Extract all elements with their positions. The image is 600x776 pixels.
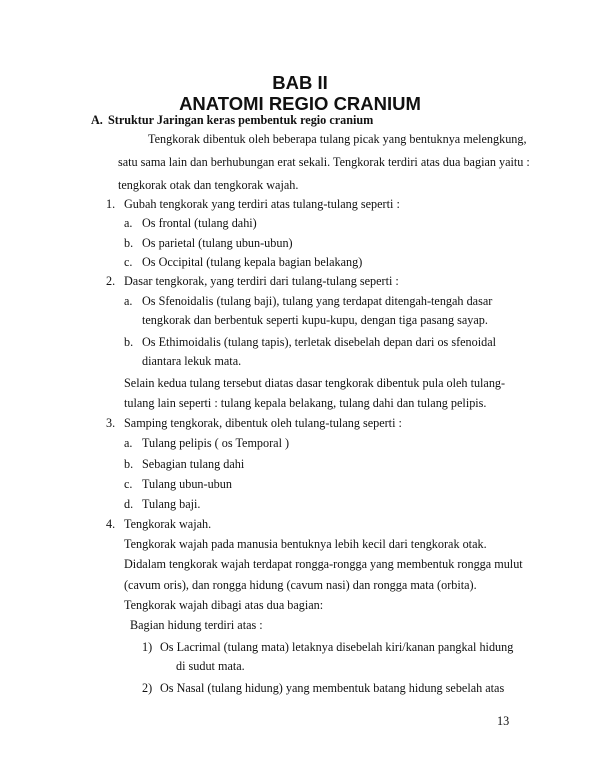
numbered-label: 2) — [142, 681, 153, 695]
numbered-item-text: Os Lacrimal (tulang mata) letaknya disebelah kiri/kanan pangkal hidung — [160, 640, 514, 654]
list-number: 4. — [106, 517, 116, 531]
section-letter: A. — [91, 113, 103, 127]
list-number: 3. — [106, 416, 116, 430]
section-heading: Struktur Jaringan keras pembentuk regio cranium — [108, 113, 374, 127]
sub-letter: b. — [124, 457, 134, 471]
sub-item-text: Os Occipital (tulang kepala bagian belakang) — [142, 255, 363, 269]
sub-letter: a. — [124, 294, 133, 308]
sub-letter: d. — [124, 497, 134, 511]
sub-letter: c. — [124, 477, 133, 491]
sub-item-text: Os frontal (tulang dahi) — [142, 216, 257, 230]
list-item-text: Tengkorak wajah. — [124, 517, 212, 531]
list-number: 2. — [106, 274, 116, 288]
sub-item-text: tengkorak dan berbentuk seperti kupu-kupu, dengan tiga pasang sayap. — [142, 313, 488, 327]
numbered-item-text: Os Nasal (tulang hidung) yang membentuk batang hidung sebelah atas — [160, 681, 505, 695]
sub-item-text: Tulang baji. — [142, 497, 201, 511]
numbered-item-text: di sudut mata. — [176, 659, 245, 673]
page-number: 13 — [497, 714, 510, 728]
paragraph-line: Bagian hidung terdiri atas : — [130, 618, 263, 632]
sub-letter: a. — [124, 216, 133, 230]
intro-line: Tengkorak dibentuk oleh beberapa tulang picak yang bentuknya melengkung, — [148, 132, 527, 146]
intro-line: tengkorak otak dan tengkorak wajah. — [118, 178, 299, 192]
sub-item-text: Tulang pelipis ( os Temporal ) — [142, 436, 290, 450]
chapter-label: BAB II — [272, 72, 328, 93]
sub-item-text: Os parietal (tulang ubun-ubun) — [142, 236, 293, 250]
sub-item-text: diantara lekuk mata. — [142, 354, 242, 368]
list-item-text: Dasar tengkorak, yang terdiri dari tulang-tulang seperti : — [124, 274, 399, 288]
sub-letter: b. — [124, 236, 134, 250]
paragraph-line: tulang lain seperti : tulang kepala belakang, tulang dahi dan tulang pelipis. — [124, 396, 487, 410]
paragraph-line: Tengkorak wajah pada manusia bentuknya lebih kecil dari tengkorak otak. — [124, 537, 487, 551]
sub-item-text: Os Sfenoidalis (tulang baji), tulang yang terdapat ditengah-tengah dasar — [142, 294, 493, 308]
intro-line: satu sama lain dan berhubungan erat sekali. Tengkorak terdiri atas dua bagian yaitu : — [118, 155, 530, 169]
sub-letter: b. — [124, 335, 134, 349]
sub-letter: a. — [124, 436, 133, 450]
sub-item-text: Tulang ubun-ubun — [142, 477, 232, 491]
sub-item-text: Os Ethimoidalis (tulang tapis), terletak disebelah depan dari os sfenoidal — [142, 335, 497, 349]
paragraph-line: Didalam tengkorak wajah terdapat rongga-rongga yang membentuk rongga mulut — [124, 557, 523, 571]
sub-letter: c. — [124, 255, 133, 269]
page-title: ANATOMI REGIO CRANIUM — [179, 93, 421, 114]
paragraph-line: Selain kedua tulang tersebut diatas dasar tengkorak dibentuk pula oleh tulang- — [124, 376, 506, 390]
sub-item-text: Sebagian tulang dahi — [142, 457, 245, 471]
numbered-label: 1) — [142, 640, 153, 654]
list-item-text: Samping tengkorak, dibentuk oleh tulang-tulang seperti : — [124, 416, 402, 430]
list-item-text: Gubah tengkorak yang terdiri atas tulang-tulang seperti : — [124, 197, 400, 211]
paragraph-line: (cavum oris), dan rongga hidung (cavum nasi) dan rongga mata (orbita). — [124, 578, 477, 592]
paragraph-line: Tengkorak wajah dibagi atas dua bagian: — [124, 598, 324, 612]
list-number: 1. — [106, 197, 116, 211]
